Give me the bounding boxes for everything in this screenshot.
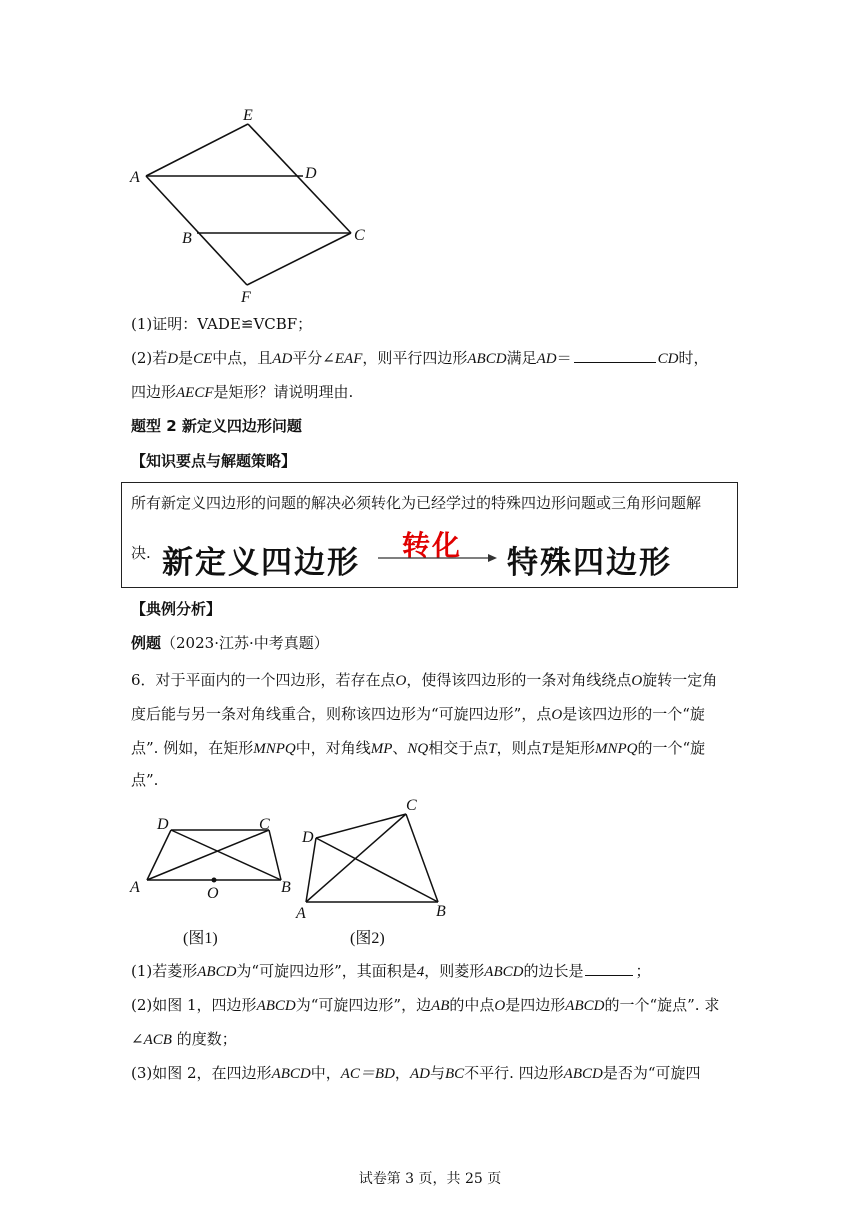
- page-footer: 试卷第 3 页，共 25 页: [358, 1171, 502, 1187]
- answer-blank[interactable]: [574, 348, 656, 363]
- section-title: 题型 2 新定义四边形问题: [131, 417, 302, 435]
- subquestion-2-line-2: ∠ACB 的度数；: [131, 1030, 237, 1048]
- problem-6-line-4: 点”.: [131, 771, 159, 789]
- example-source: 例题（2023·江苏·中考真题）: [131, 634, 329, 652]
- label-b: B: [182, 230, 192, 247]
- label-e: E: [243, 107, 253, 124]
- question-2-line-1: (2)若D是CE中点，且AD平分∠EAF，则平行四边形ABCD满足AD＝ CD时，: [131, 349, 709, 367]
- example-title: 【典例分析】: [131, 600, 222, 618]
- fig1-label-o: O: [207, 885, 219, 902]
- label-a: A: [130, 169, 140, 186]
- strategy-arrow: [378, 550, 498, 566]
- figure-1-caption: (图1): [183, 930, 218, 947]
- label-d: D: [305, 165, 317, 182]
- fig2-label-b: B: [436, 903, 446, 920]
- subquestion-2-line-1: (2)如图 1，四边形ABCD为“可旋四边形”，边AB的中点O是四边形ABCD的一个“旋点”. 求: [131, 996, 720, 1014]
- knowledge-title: 【知识要点与解题策略】: [131, 452, 297, 470]
- fig1-label-d: D: [157, 816, 169, 833]
- fig1-label-b: B: [281, 879, 291, 896]
- answer-blank-2[interactable]: [585, 961, 633, 976]
- strategy-text-end: 决.: [131, 544, 151, 562]
- problem-6-line-3: 点”. 例如，在矩形MNPQ中，对角线MP、NQ相交于点T，则点T是矩形MNPQ的一个“旋: [131, 739, 706, 757]
- fig1-label-c: C: [259, 816, 270, 833]
- fig2-label-a: A: [296, 905, 306, 922]
- figure-2-quadrilateral: [290, 792, 460, 922]
- figure-1-trapezoid: [125, 812, 300, 902]
- figure-parallelogram-aecf: [125, 100, 385, 305]
- subquestion-1: (1)若菱形ABCD为“可旋四边形”，其面积是4，则菱形ABCD的边长是 ；: [131, 962, 651, 980]
- question-2-line-2: 四边形AECF是矩形？请说明理由.: [131, 383, 354, 401]
- figure-2-caption: (图2): [350, 930, 385, 947]
- strategy-right: 特殊四边形: [507, 545, 672, 581]
- problem-6-line-2: 度后能与另一条对角线重合，则称该四边形为“可旋四边形”，点O是该四边形的一个“旋: [131, 705, 705, 723]
- question-1: (1)证明：VADE≌VCBF；: [131, 315, 313, 333]
- fig1-label-a: A: [130, 879, 140, 896]
- fig2-label-d: D: [302, 829, 314, 846]
- strategy-left: 新定义四边形: [162, 545, 360, 581]
- label-f: F: [241, 289, 251, 305]
- fig2-label-c: C: [406, 797, 417, 814]
- subquestion-3: (3)如图 2，在四边形ABCD中，AC＝BD，AD与BC不平行. 四边形ABCD是否为“可旋四: [131, 1064, 701, 1082]
- problem-6-line-1: 6．对于平面内的一个四边形，若存在点O，使得该四边形的一条对角线绕点O旋转一定角: [131, 671, 718, 689]
- strategy-text: 所有新定义四边形的问题的解决必须转化为已经学过的特殊四边形问题或三角形问题解: [131, 494, 702, 512]
- label-c: C: [354, 227, 365, 244]
- strategy-arrow-label: 转化: [402, 529, 463, 562]
